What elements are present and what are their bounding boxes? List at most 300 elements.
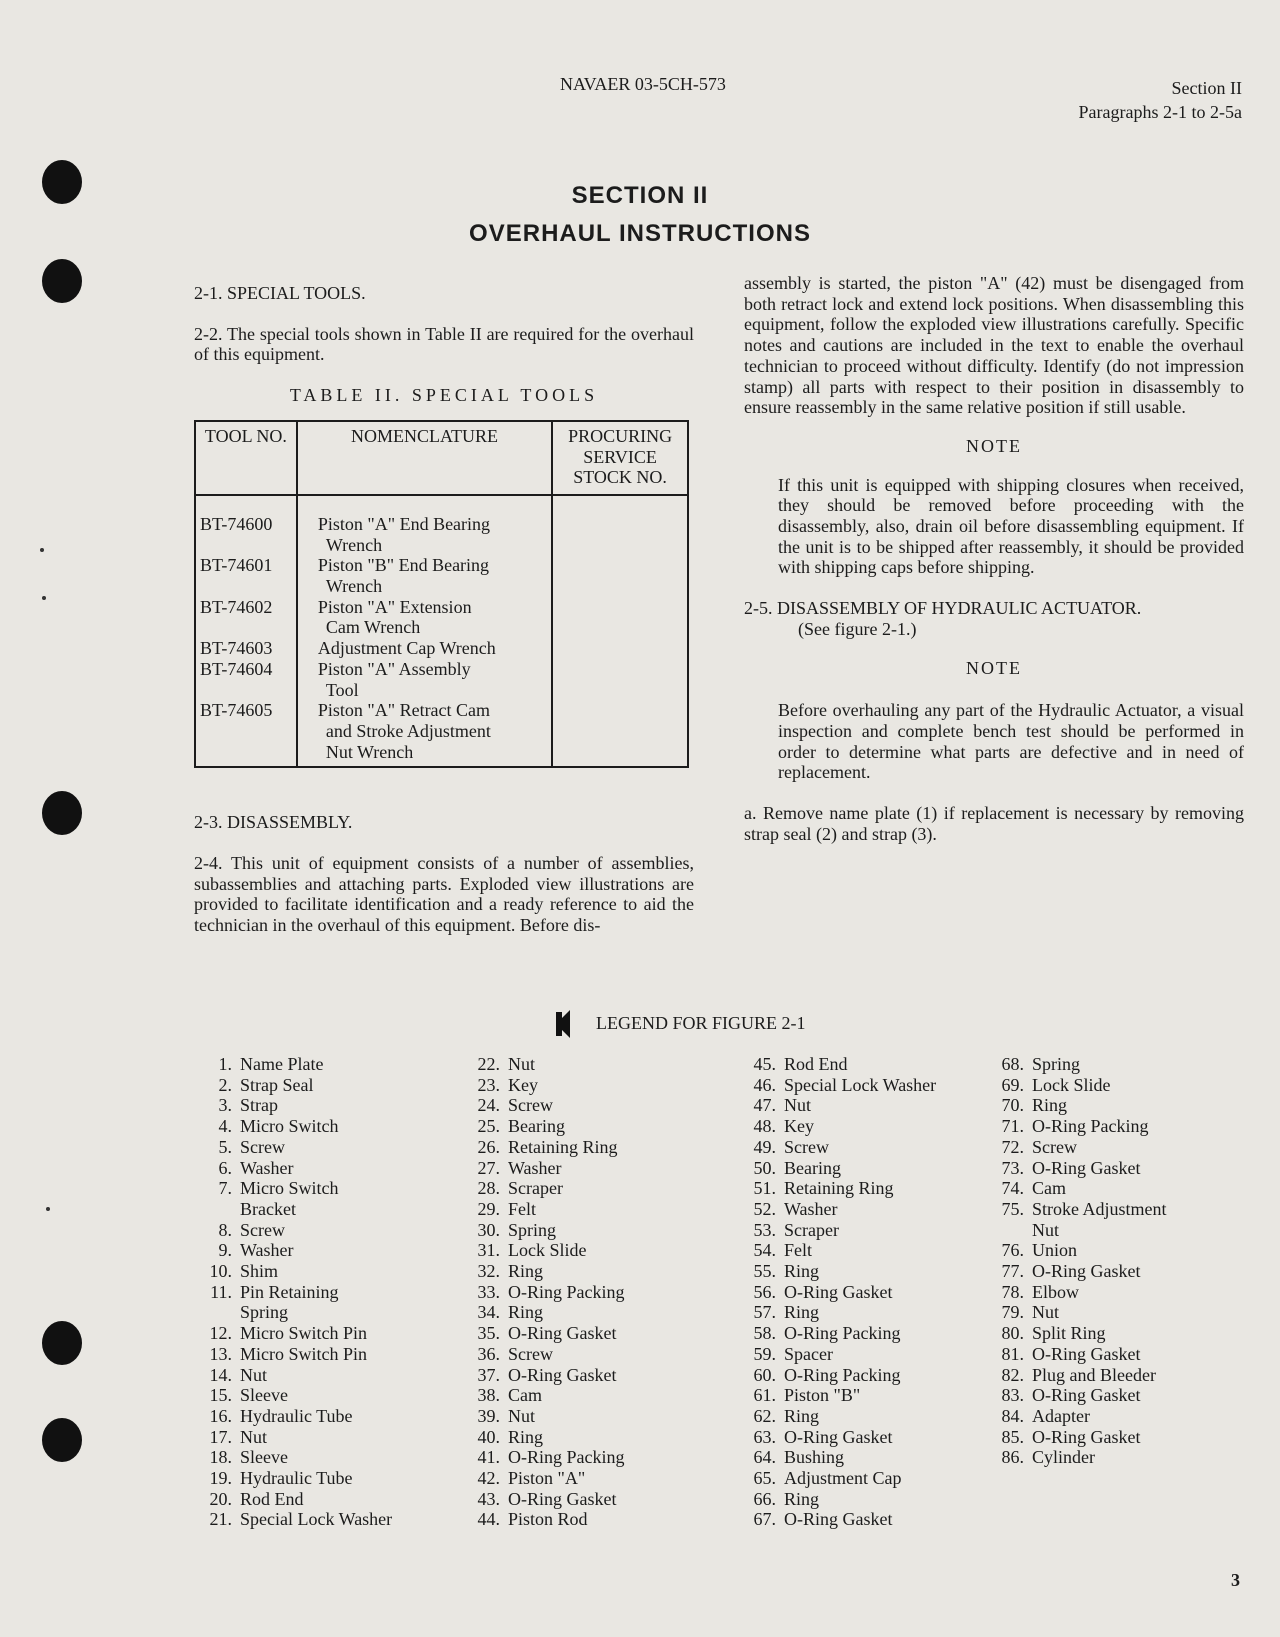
legend-item-number: 75. [1001,1198,1024,1219]
legend-item-name: Sleeve [240,1385,288,1406]
legend-item-name: Micro Switch Pin [240,1323,368,1344]
paragraph-2-2: 2-2. The special tools shown in Table II are required for the overhaul of this equipment. [194,323,694,365]
legend-item-number: 54. [753,1240,776,1261]
legend-item-number: 40. [477,1426,500,1447]
tool-number: BT-74605 [195,700,297,767]
legend-item-name: Washer [508,1157,562,1178]
right-column [744,273,1244,864]
tool-number: BT-74604 [195,659,297,700]
section-subtitle: OVERHAUL INSTRUCTIONS [469,220,811,247]
legend-item-number: 74. [1001,1178,1024,1199]
legend-item-number [196,1199,240,1220]
legend-item [196,1489,392,1510]
legend-item-number: 57. [753,1302,776,1323]
stock-number [552,495,688,555]
binder-hole-icon [42,791,82,835]
legend-item-number: 82. [1001,1364,1024,1385]
legend-item [464,1427,625,1448]
legend-item [196,1282,392,1303]
legend-item [740,1468,936,1489]
tool-nomenclature: Piston "B" End Bearing Wrench [297,555,552,596]
legend-item [196,1447,392,1468]
paragraph-range: Paragraphs 2-1 to 2-5a [1078,102,1242,122]
legend-item-number: 68. [1001,1054,1024,1074]
stock-number [552,555,688,596]
legend-item-number: 55. [753,1261,776,1282]
legend-item [464,1137,625,1158]
legend-item-number: 28. [477,1178,500,1199]
legend-item-name: Bracket [240,1198,296,1219]
legend-item-name: Ring [1032,1095,1068,1116]
legend-item [988,1302,1167,1323]
legend-item-number: 59. [753,1343,776,1364]
legend-item [740,1323,936,1344]
legend-item-name: Nut [784,1095,811,1116]
legend-item-number: 42. [477,1468,500,1489]
legend-item [740,1075,936,1096]
legend-item-number: 31. [477,1240,500,1261]
legend-item-name: Washer [240,1157,294,1178]
note-shipping-closures: If this unit is equipped with shipping closures when received, they should be removed before proceeding with the disassembly, also, drain oil before disassembling equipment. If the unit is to be shipped after reassembly, it should be provided with shipping caps before shipping. [778,474,1244,578]
legend-item-number: 38. [477,1385,500,1406]
legend-column [740,1054,936,1530]
paragraph-2-4-continued: assembly is started, the piston "A" (42) must be disengaged from both retract lock and extend lock positions. When disassembling this equipment, follow the exploded view illustrations carefully. Specific notes and cautions are included in the text to enable the overhaul technician to proceed without difficulty. Identify (do not impression stamp) all parts with respect to their position in disassembly to ensure reassembly in the same relative position if still usable. [744,273,1244,418]
legend-item [740,1158,936,1179]
legend-item [740,1054,936,1075]
legend-item-name: Rod End [240,1488,304,1509]
legend-item-number: 76. [1001,1240,1024,1261]
legend-item-name: Lock Slide [1032,1074,1111,1095]
legend-item-number: 58. [753,1323,776,1344]
legend-item-number: 30. [477,1219,500,1240]
legend-item [196,1137,392,1158]
legend-item-number: 29. [477,1198,500,1219]
legend-item-name: O-Ring Gasket [1032,1261,1141,1282]
legend-item-name: Lock Slide [508,1240,587,1261]
legend-item [740,1220,936,1241]
legend-item-number: 69. [1001,1074,1024,1095]
page-title [0,177,1280,253]
legend-item-number: 6. [218,1157,232,1178]
tool-nomenclature: Piston "A" End Bearing Wrench [297,495,552,555]
legend-item-number [988,1220,1032,1241]
legend-item-number: 86. [1001,1447,1024,1468]
arrow-left-icon [556,1010,570,1038]
legend-item-number: 35. [477,1323,500,1344]
legend-item-number [196,1302,240,1323]
legend-item-name: Screw [240,1136,285,1157]
legend-item-name: Micro Switch [240,1178,339,1199]
legend-item-name: Ring [508,1426,544,1447]
legend-item [988,1261,1167,1282]
legend-column [196,1054,392,1530]
legend-item [464,1220,625,1241]
legend-item [988,1137,1167,1158]
legend-item [740,1406,936,1427]
legend-item-name: Name Plate [240,1054,324,1074]
legend-item-number: 61. [753,1385,776,1406]
binder-hole-icon [42,1321,82,1365]
legend-item [988,1323,1167,1344]
legend-item-number: 13. [209,1343,232,1364]
legend-item-name: Spacer [784,1343,833,1364]
legend-item [464,1158,625,1179]
legend-item [196,1509,392,1530]
legend-item-number: 64. [753,1447,776,1468]
legend-item [988,1385,1167,1406]
header-stock-no: PROCURING SERVICE STOCK NO. [552,421,688,495]
tool-nomenclature: Adjustment Cap Wrench [297,638,552,659]
legend-item-number: 63. [753,1426,776,1447]
legend-item-name: Scraper [784,1219,839,1240]
legend-item [196,1240,392,1261]
legend-item-number: 9. [218,1240,232,1261]
tool-number: BT-74601 [195,555,297,596]
legend-item-number: 60. [753,1364,776,1385]
legend-item-number: 39. [477,1405,500,1426]
legend-item [196,1427,392,1448]
legend-item-name: Spring [240,1302,289,1323]
legend-item [196,1075,392,1096]
legend-item-name: Screw [508,1343,553,1364]
legend-item [464,1095,625,1116]
legend-item-name: Piston "A" [508,1468,586,1489]
legend-item-number: 49. [753,1136,776,1157]
legend-item-name: O-Ring Gasket [1032,1157,1141,1178]
legend-item [740,1199,936,1220]
legend-item [464,1489,625,1510]
legend-item-name: Nut [240,1364,267,1385]
legend-item [196,1406,392,1427]
legend-item-name: Key [508,1074,538,1095]
table-header-row [195,421,688,495]
stock-number [552,638,688,659]
legend-item-number: 18. [209,1447,232,1468]
legend-item-name: Felt [784,1240,813,1261]
table-row [195,555,688,596]
legend-item [464,1323,625,1344]
legend-item [740,1344,936,1365]
legend-item-number: 36. [477,1343,500,1364]
note-inspection: Before overhauling any part of the Hydraulic Actuator, a visual inspection and complete bench test should be performed in order to determine what parts are defective and in need of replacement. [778,700,1244,783]
speck-icon [46,1207,50,1211]
page-number: 3 [1231,1570,1240,1590]
paragraph-2-3: 2-3. DISASSEMBLY. [194,812,353,833]
legend-item-name: Pin Retaining [240,1281,339,1302]
legend-item [988,1199,1167,1220]
legend-item-name: Screw [240,1219,285,1240]
legend-item [740,1302,936,1323]
legend-item-number: 21. [209,1509,232,1530]
legend-item [464,1447,625,1468]
legend-item-number: 47. [753,1095,776,1116]
legend-item-name: Retaining Ring [784,1178,894,1199]
special-tools-table [194,420,689,769]
legend-item [196,1158,392,1179]
legend-item-number: 72. [1001,1136,1024,1157]
legend-item-name: Ring [784,1488,820,1509]
legend-item-number: 62. [753,1405,776,1426]
legend-item [988,1220,1167,1241]
legend-item-number: 23. [477,1074,500,1095]
legend-item-name: O-Ring Gasket [784,1281,893,1302]
legend-item-name: Adapter [1032,1405,1090,1426]
running-header [1079,76,1242,124]
legend-item-name: Nut [508,1405,535,1426]
legend-item [196,1385,392,1406]
legend-item [464,1302,625,1323]
legend-item-number: 48. [753,1116,776,1137]
legend-item-name: O-Ring Packing [508,1281,625,1302]
legend-item-number: 32. [477,1261,500,1282]
legend-item-name: Key [784,1116,814,1137]
legend-item [988,1427,1167,1448]
legend-item [196,1344,392,1365]
legend-item-number: 8. [218,1219,232,1240]
legend-item-number: 80. [1001,1323,1024,1344]
legend-item [464,1178,625,1199]
legend-item [740,1509,936,1530]
legend-item [740,1365,936,1386]
legend-item-name: O-Ring Gasket [508,1364,617,1385]
legend-item-number: 16. [209,1405,232,1426]
legend-item-name: Bearing [508,1116,565,1137]
table-row [195,597,688,638]
legend-item [464,1261,625,1282]
legend-item-number: 7. [218,1178,232,1199]
legend-item-name: Special Lock Washer [784,1074,937,1095]
legend-item [196,1261,392,1282]
legend-item-number: 14. [209,1364,232,1385]
legend-item-name: Elbow [1032,1281,1079,1302]
legend-item-name: O-Ring Packing [508,1447,625,1468]
legend-item [196,1323,392,1344]
legend-item-name: Hydraulic Tube [240,1405,353,1426]
header-tool-no: TOOL NO. [195,421,297,495]
legend-item [464,1282,625,1303]
legend-item-name: Strap [240,1095,278,1116]
paragraph-2-5-heading: 2-5. DISASSEMBLY OF HYDRAULIC ACTUATOR. [744,598,1142,619]
legend-item-number: 37. [477,1364,500,1385]
legend-item-number: 5. [218,1136,232,1157]
legend-item [196,1302,392,1323]
legend-item-name: Washer [784,1198,838,1219]
legend-item [988,1282,1167,1303]
legend-item-name: Cam [1032,1178,1066,1199]
section-title: SECTION II [571,182,709,209]
legend-item [464,1075,625,1096]
legend-item-name: Felt [508,1198,537,1219]
legend-item-name: O-Ring Gasket [784,1509,893,1530]
legend-item-name: Ring [508,1302,544,1323]
legend-item [464,1365,625,1386]
legend-item [740,1095,936,1116]
legend-column [464,1054,625,1530]
legend-item [988,1075,1167,1096]
stock-number [552,597,688,638]
legend-item-number: 15. [209,1385,232,1406]
tool-nomenclature: Piston "A" Retract Cam and Stroke Adjustment Nut Wrench [297,700,552,767]
legend-item-name: O-Ring Gasket [784,1426,893,1447]
legend-item [740,1137,936,1158]
legend-item-number: 24. [477,1095,500,1116]
legend-item [196,1199,392,1220]
tool-number: BT-74602 [195,597,297,638]
legend-item [464,1509,625,1530]
stock-number [552,700,688,767]
legend-item [196,1054,392,1075]
legend-item-number: 34. [477,1302,500,1323]
legend-item-name: Plug and Bleeder [1032,1364,1156,1385]
legend-item [988,1158,1167,1179]
legend-item [196,1178,392,1199]
legend-item-name: Ring [784,1302,820,1323]
legend-item-number: 3. [218,1095,232,1116]
legend-item [740,1240,936,1261]
legend-item-name: Ring [508,1261,544,1282]
legend-item-number: 51. [753,1178,776,1199]
header-nomenclature: NOMENCLATURE [297,421,552,495]
note-heading: NOTE [966,657,1022,678]
legend-item-number: 27. [477,1157,500,1178]
legend-item-number: 45. [753,1054,776,1074]
tool-number: BT-74600 [195,495,297,555]
legend-item-name: Stroke Adjustment [1032,1198,1167,1219]
legend-item-name: Ring [784,1405,820,1426]
note-heading: NOTE [966,435,1022,456]
legend-item-name: O-Ring Packing [1032,1116,1149,1137]
legend-item-number: 22. [477,1054,500,1074]
legend-item-name: Nut [1032,1219,1059,1240]
speck-icon [40,548,44,552]
left-column [194,283,694,956]
legend-item-name: O-Ring Packing [784,1364,901,1385]
legend-item-name: Spring [1032,1054,1081,1074]
legend-item [196,1468,392,1489]
legend-item-number: 66. [753,1488,776,1509]
legend-item [988,1406,1167,1427]
legend-item-number: 17. [209,1426,232,1447]
legend-item [988,1344,1167,1365]
paragraph-2-1: 2-1. SPECIAL TOOLS. [194,283,366,303]
legend-item-number: 77. [1001,1261,1024,1282]
legend-item [196,1095,392,1116]
legend-item [464,1199,625,1220]
tool-nomenclature: Piston "A" Extension Cam Wrench [297,597,552,638]
legend-item [464,1385,625,1406]
legend-item [740,1447,936,1468]
legend-item [464,1116,625,1137]
legend-item [196,1116,392,1137]
legend-item-name: Piston "B" [784,1385,861,1406]
legend-item-number: 12. [209,1323,232,1344]
document-number: NAVAER 03-5CH-573 [560,74,726,94]
legend-item-name: Special Lock Washer [240,1509,393,1530]
legend-item [740,1385,936,1406]
legend-item-name: O-Ring Gasket [508,1488,617,1509]
legend-item [740,1261,936,1282]
legend-item-name: Bearing [784,1157,841,1178]
legend-item [740,1282,936,1303]
legend-item-number: 83. [1001,1385,1024,1406]
legend-item-name: O-Ring Gasket [1032,1385,1141,1406]
legend-item-name: Nut [1032,1302,1059,1323]
legend-item-name: Screw [508,1095,553,1116]
legend-item-name: Piston Rod [508,1509,588,1530]
legend-item-name: Nut [240,1426,267,1447]
legend-item-name: Sleeve [240,1447,288,1468]
paragraph-2-4: 2-4. This unit of equipment consists of a number of assemblies, subassemblies and attaching parts. Exploded view illustrations are provided to facilitate identification and a ready reference to aid the technician in the overhaul of this equipment. Before dis- [194,853,694,936]
legend-item-number: 78. [1001,1281,1024,1302]
legend-item [988,1054,1167,1075]
legend-item-number: 33. [477,1281,500,1302]
legend-item-number: 79. [1001,1302,1024,1323]
stock-number [552,659,688,700]
legend-item-name: Scraper [508,1178,563,1199]
legend-item [988,1095,1167,1116]
legend-item-number: 43. [477,1488,500,1509]
legend-item [740,1178,936,1199]
legend-item-name: Screw [784,1136,829,1157]
table-row [195,700,688,767]
legend-item [196,1220,392,1241]
legend-item-number: 19. [209,1468,232,1489]
legend-item-name: O-Ring Packing [784,1323,901,1344]
legend-item-name: O-Ring Gasket [1032,1343,1141,1364]
binder-hole-icon [42,259,82,303]
legend-item-number: 85. [1001,1426,1024,1447]
legend-item [464,1054,625,1075]
speck-icon [42,596,46,600]
legend-item-number: 53. [753,1219,776,1240]
legend-item-number: 10. [209,1261,232,1282]
legend-item [988,1365,1167,1386]
legend-item [988,1116,1167,1137]
legend-item-number: 26. [477,1136,500,1157]
legend-item-name: Hydraulic Tube [240,1468,353,1489]
legend-item-name: O-Ring Gasket [508,1323,617,1344]
legend-item [740,1427,936,1448]
legend-item [464,1240,625,1261]
legend-item-name: Retaining Ring [508,1136,618,1157]
legend-title: LEGEND FOR FIGURE 2-1 [596,1013,806,1033]
legend-item [988,1240,1167,1261]
table-row [195,495,688,555]
legend-item-number: 70. [1001,1095,1024,1116]
figure-reference: (See figure 2-1.) [798,618,917,639]
legend-item-name: Union [1032,1240,1077,1261]
legend-item-number: 41. [477,1447,500,1468]
legend-item-name: Strap Seal [240,1074,314,1095]
binder-hole-icon [42,1418,82,1462]
legend-item-number: 1. [218,1054,232,1074]
legend-item-name: O-Ring Gasket [1032,1426,1141,1447]
tool-number: BT-74603 [195,638,297,659]
legend-item-number: 20. [209,1488,232,1509]
legend-item-number: 11. [210,1281,232,1302]
legend-item [988,1447,1167,1468]
legend-item-name: Adjustment Cap [784,1468,902,1489]
section-label: Section II [1171,78,1242,98]
legend-item-number: 2. [218,1074,232,1095]
legend-item-name: Shim [240,1261,279,1282]
legend-item-name: Micro Switch Pin [240,1343,368,1364]
legend-item-number: 46. [753,1074,776,1095]
tool-nomenclature: Piston "A" Assembly Tool [297,659,552,700]
legend-item-name: Cam [508,1385,542,1406]
legend-item-name: Cylinder [1032,1447,1095,1468]
legend-item-name: Split Ring [1032,1323,1106,1344]
